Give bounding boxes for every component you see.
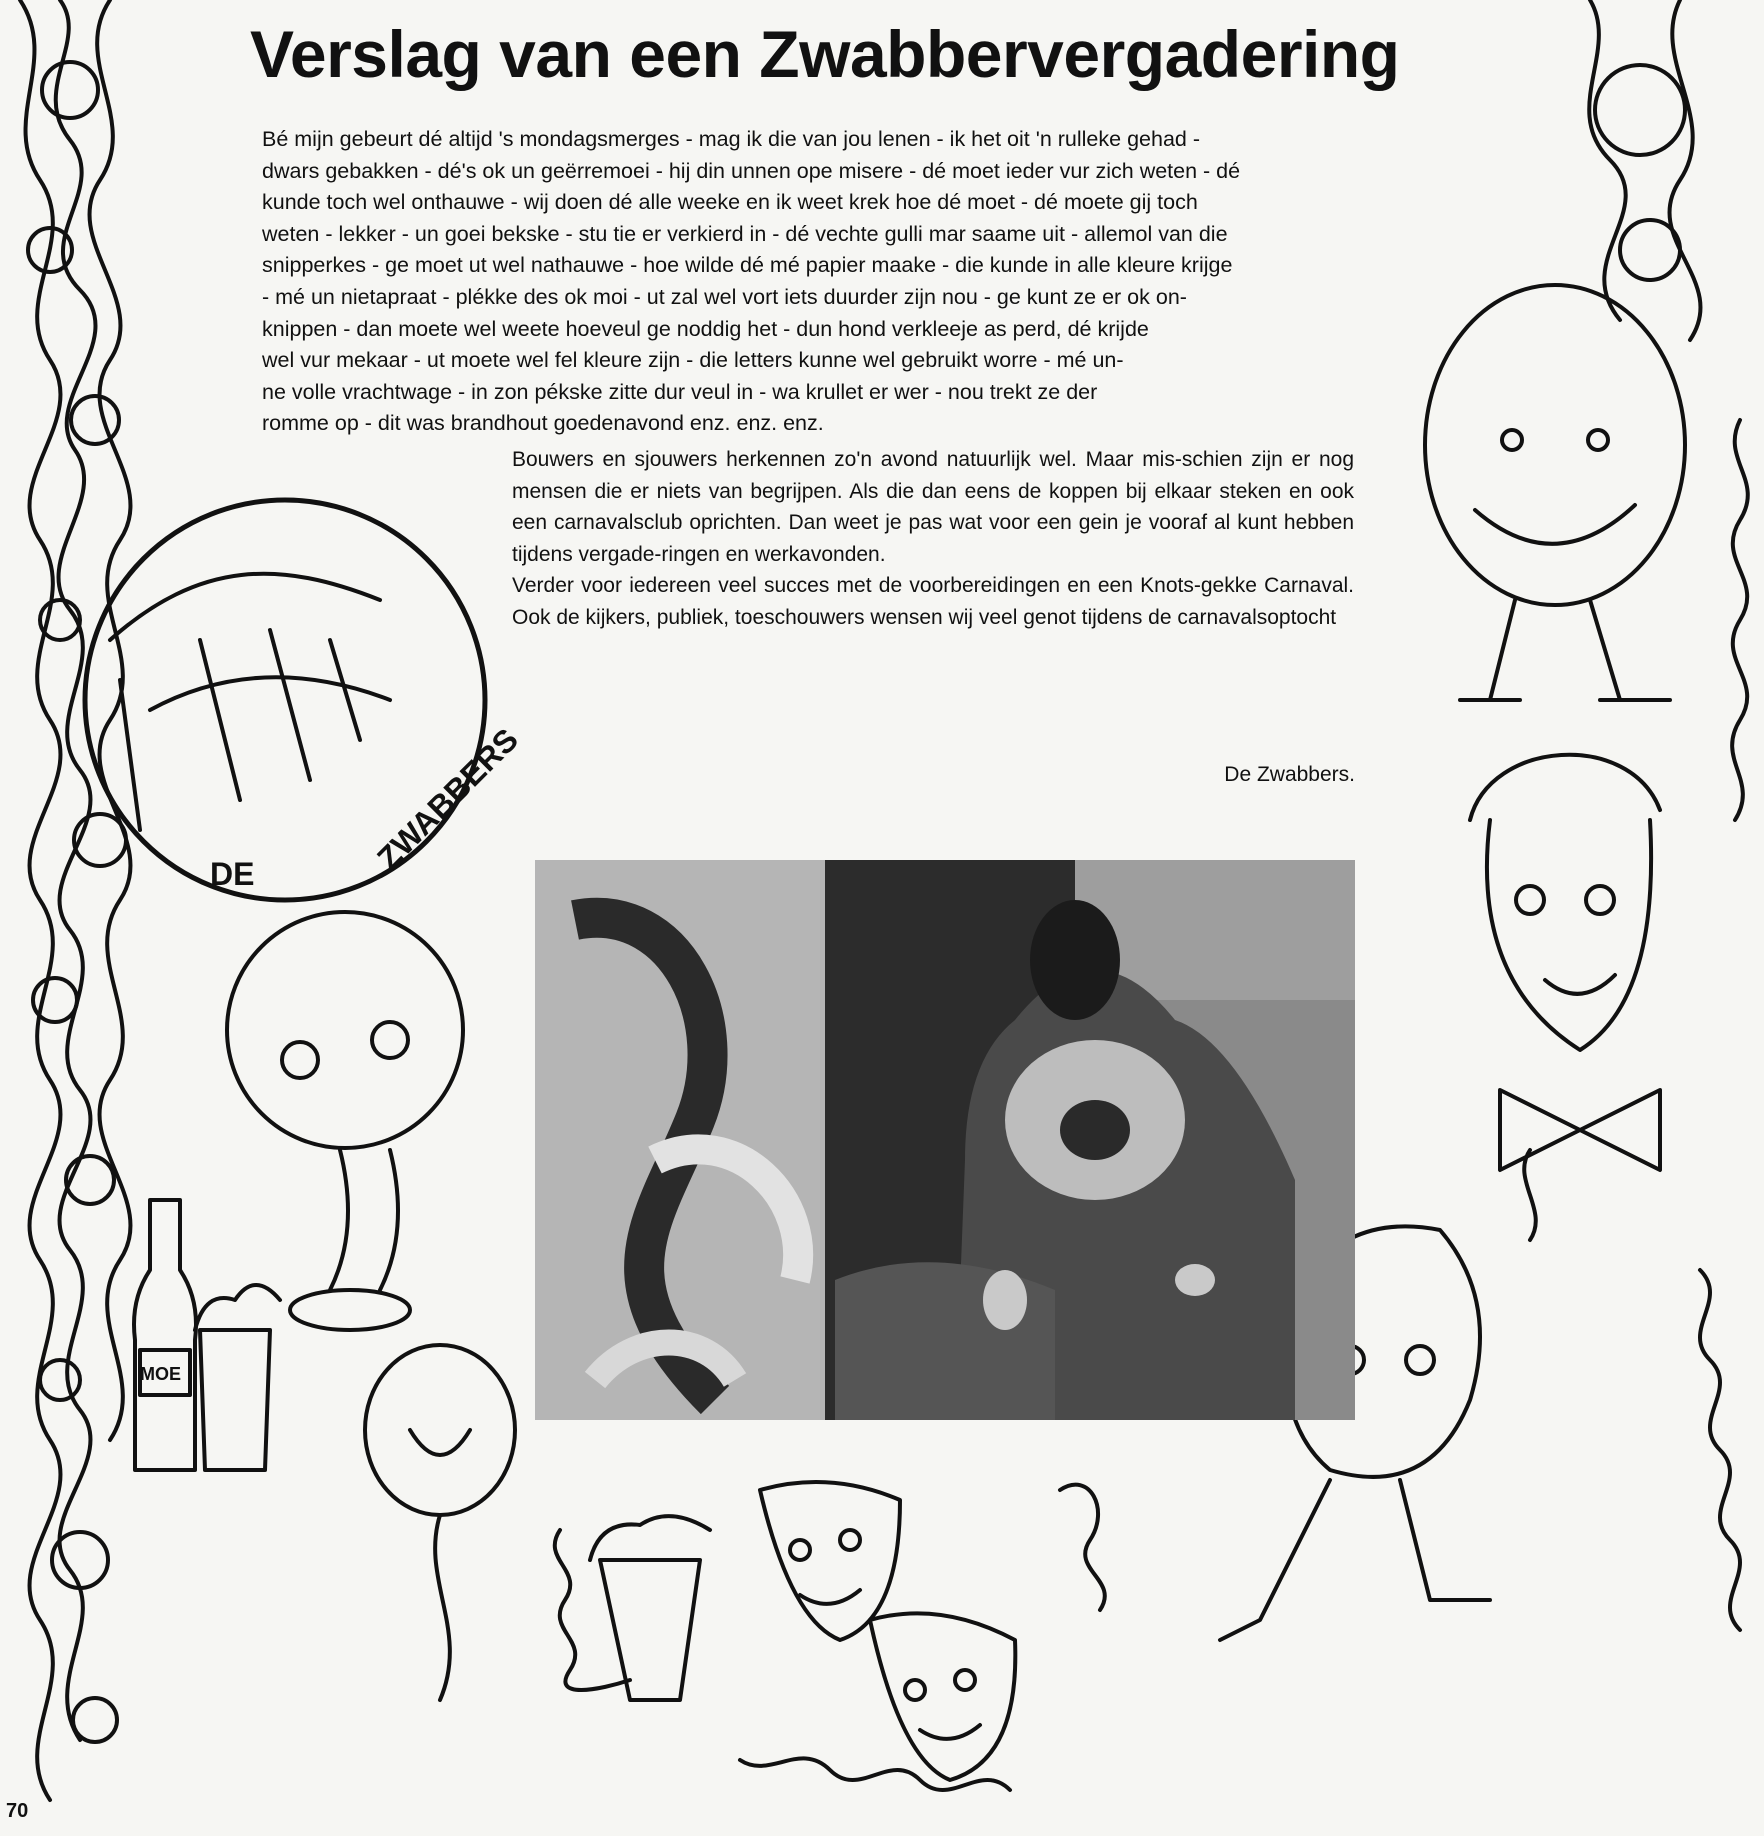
meeting-photo [535, 860, 1355, 1420]
intro-line: romme op - dit was brandhout goedenavond enz. enz. enz. [262, 411, 824, 436]
intro-line: kunde toch wel onthauwe - wij doen dé alle weeke en ik weet krek hoe dé moet - dé moete gij toch [262, 190, 1198, 215]
curly-haired-man [1470, 755, 1660, 1170]
intro-line: knippen - dan moete wel weete hoeveul ge noddig het - dun hond verkleeje as perd, dé krijde [262, 316, 1149, 341]
child-face [227, 912, 463, 1330]
theatre-masks [760, 1482, 1015, 1780]
article-title: Verslag van een Zwabbervergadering [250, 17, 1400, 91]
emblem-label-de: DE [210, 856, 255, 892]
intro-line: ne volle vrachtwage - in zon pékske zitte dur veul in - wa krullet er wer - nou trekt ze der [262, 379, 1098, 404]
page-number: 70 [6, 1800, 29, 1822]
intro-line: snipperkes - ge moet ut wel nathauwe - hoe wilde dé mé papier maake - die kunde in alle kleure krijge [262, 253, 1233, 278]
article-body [512, 444, 1354, 633]
intro-line: dwars gebakken - dé's ok un geërremoei - hij din unnen ope misere - dé moet ieder vur zich weten - dé [262, 158, 1241, 183]
intro-line: Bé mijn gebeurt dé altijd 's mondagsmerges - mag ik die van jou lenen - ik het oit 'n rulleke gehad - [262, 127, 1200, 151]
body-paragraph: Bouwers en sjouwers herkennen zo'n avond natuurlijk wel. Maar mis-schien zijn er nog mensen die er niets van begrijpen. Als die dan eens de koppen bij elkaar steken en ook een carnavalsclub oprichten. Dan weet je pas wat voor een gein je vooraf al kunt hebben tijdens vergade-ringen en werkavonden. [512, 448, 1354, 566]
bottle-and-beer [134, 1200, 280, 1470]
winking-balloon [365, 1345, 515, 1700]
bottle-label: MOE [140, 1364, 182, 1384]
photo-image [535, 860, 1355, 1420]
right-streamer-border [1524, 0, 1748, 1630]
intro-line: - mé un nietapraat - plékke des ok moi - ut zal wel vort iets duurder zijn nou - ge kunt ze er ok on- [262, 284, 1187, 309]
intro-line: weten - lekker - un goei bekske - stu tie er verkierd in - dé vechte gulli mar saame uit - allemol van die [262, 221, 1228, 246]
dialect-intro [262, 124, 1502, 440]
signature: De Zwabbers. [1224, 763, 1355, 786]
beer-glass [590, 1516, 710, 1700]
intro-line: wel vur mekaar - ut moete wel fel kleure zijn - die letters kunne wel gebruikt worre - mé un- [262, 348, 1124, 373]
body-paragraph: Verder voor iedereen veel succes met de voorbereidingen en een Knots-gekke Carnaval. Ook de kijkers, publiek, toeschouwers wensen wij veel genot tijdens de carnavalsoptocht [512, 574, 1354, 629]
emblem-label-zwabbers: ZWABBERS [370, 721, 526, 877]
bottom-streamers [555, 1485, 1105, 1790]
left-streamer-border [20, 0, 131, 1800]
